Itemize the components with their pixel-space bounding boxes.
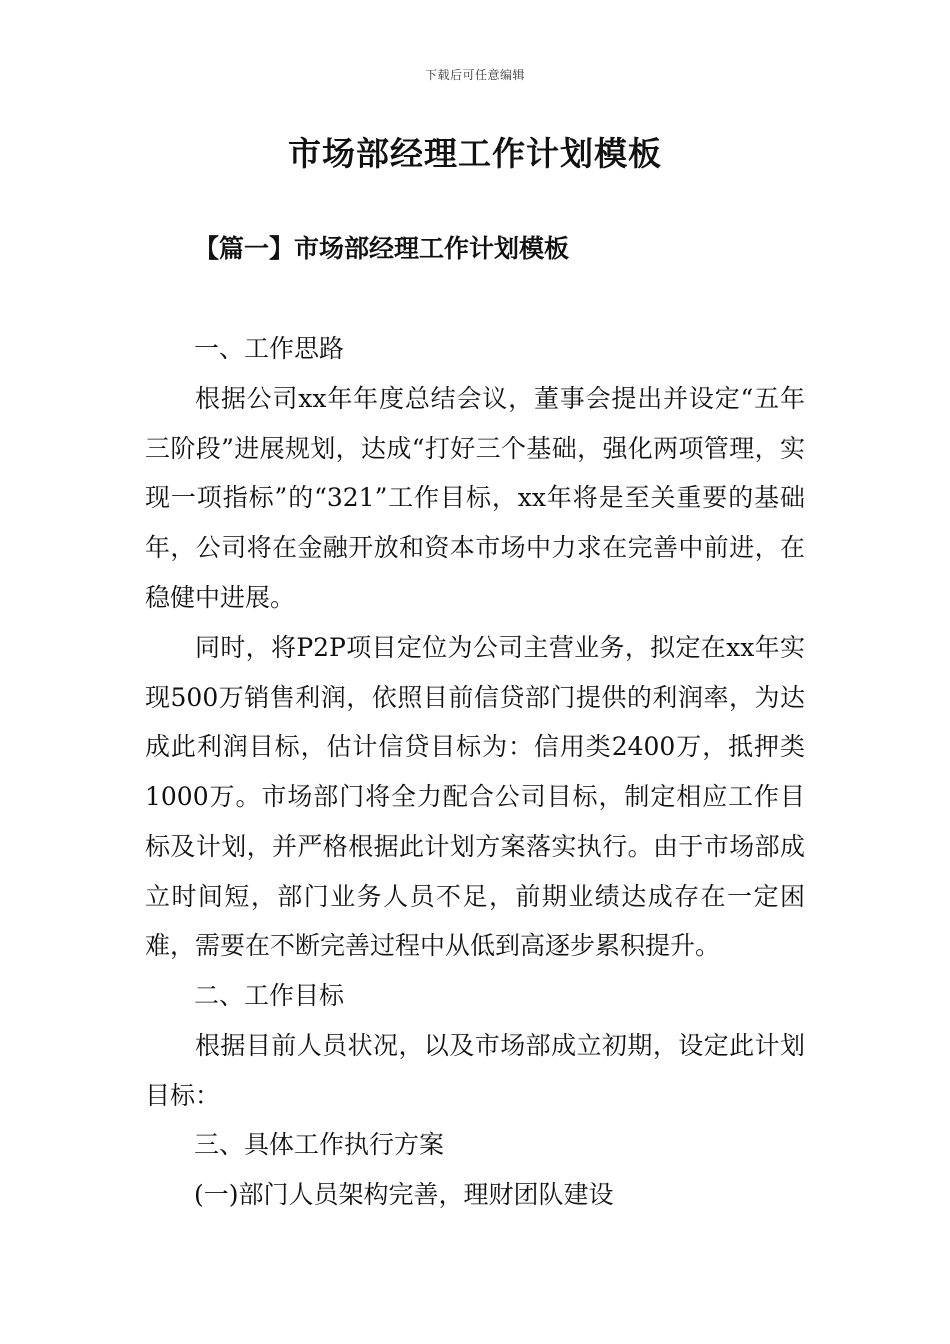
paragraph-work-approach: 根据公司xx年年度总结会议，董事会提出并设定“五年三阶段”进展规划，达成“打好三个基础，强化两项管理，实现一项指标”的“321”工作目标，xx年将是至关重要的基础年，公司将在金融开放和资本市场中力求在完善中前进，在稳健中进展。 xyxy=(145,384,805,612)
heading-team-building: (一)部门人员架构完善，理财团队建设 xyxy=(194,1180,614,1209)
heading-work-approach: 一、工作思路 xyxy=(194,334,345,363)
paragraph-p2p-plan: 同时，将P2P项目定位为公司主营业务，拟定在xx年实现500万销售利润，依照目前信贷部门提供的利润率，为达成此利润目标，估计信贷目标为：信用类2400万，抵押类1000万。市场部门将全力配合公司目标，制定相应工作目标及计划，并严格根据此计划方案落实执行。由于市场部成立时间短，部门业务人员不足，前期业绩达成存在一定困难，需要在不断完善过程中从低到高逐步累积提升。 xyxy=(145,633,805,961)
header-note: 下载后可任意编辑 xyxy=(424,68,525,82)
paragraph-work-goals: 根据目前人员状况，以及市场部成立初期，设定此计划目标： xyxy=(145,1031,805,1110)
heading-work-goals: 二、工作目标 xyxy=(194,981,345,1010)
heading-execution-plan: 三、具体工作执行方案 xyxy=(194,1130,445,1159)
section-title: 【篇一】市场部经理工作计划模板 xyxy=(194,234,570,263)
document-title: 市场部经理工作计划模板 xyxy=(288,134,662,173)
